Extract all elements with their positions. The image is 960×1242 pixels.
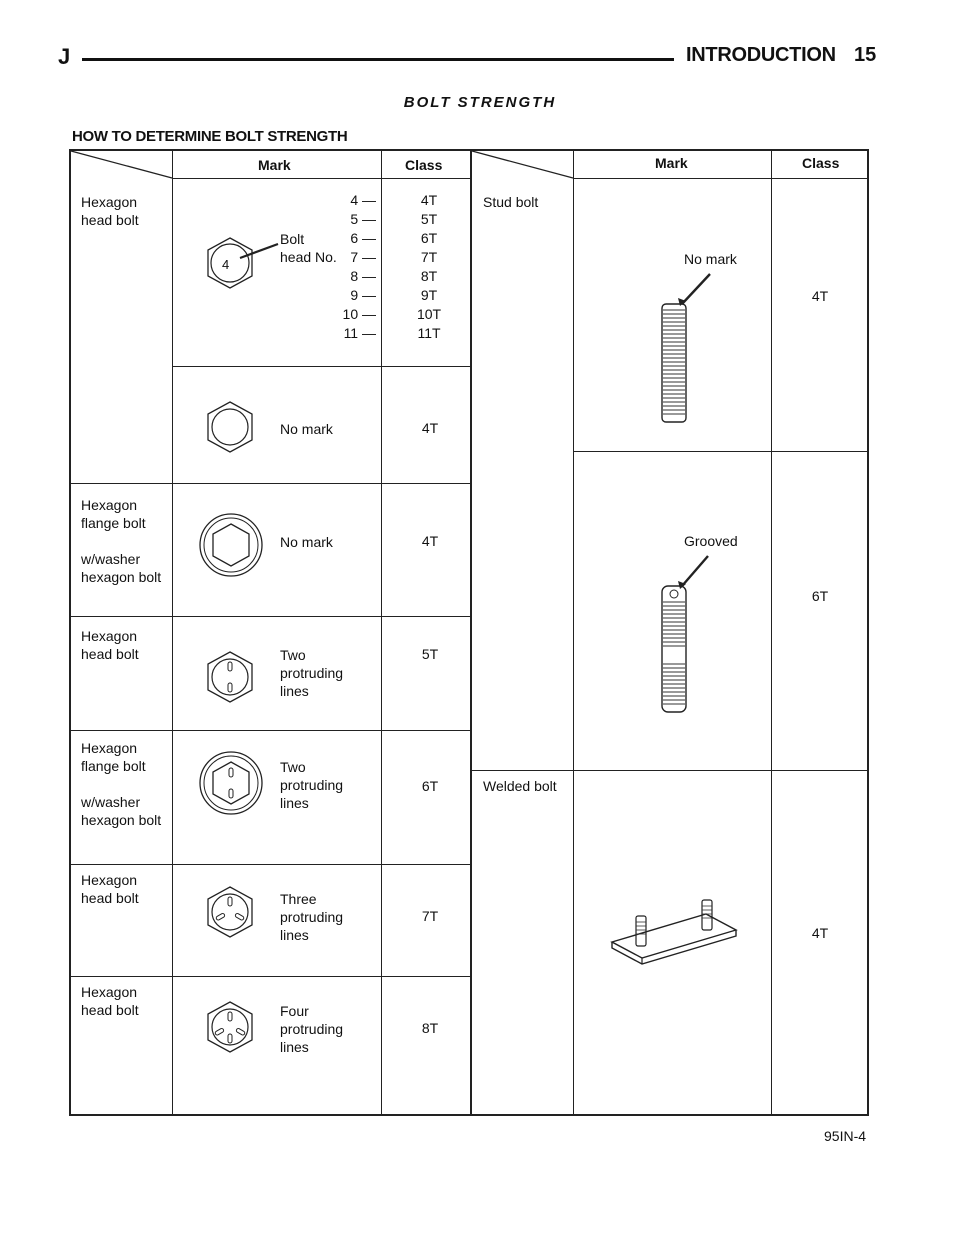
- row3-class: 4T: [421, 533, 439, 549]
- row-rule-5: [69, 864, 472, 865]
- row-rule-1: [172, 366, 472, 367]
- header-class-right: Class: [802, 155, 840, 171]
- class-value: 8T: [420, 268, 438, 284]
- class-value: 7T: [420, 249, 438, 265]
- divider-v5: [771, 149, 772, 1116]
- row-rule-3: [69, 616, 472, 617]
- row6-mark: Three protruding lines: [280, 891, 344, 943]
- figure-code: 95IN-4: [824, 1128, 867, 1144]
- class-number-list: [399, 191, 459, 343]
- head-number: 7 —: [350, 249, 376, 265]
- hex-two-lines-icon: [205, 650, 255, 706]
- row-rule-r1: [573, 451, 869, 452]
- row5-type: Hexagon flange bolt w/washer hexagon bolt: [81, 740, 162, 828]
- right-row1-class: 4T: [811, 288, 829, 304]
- row5-mark: Two protruding lines: [280, 759, 344, 811]
- table-border-right: [867, 149, 869, 1116]
- hex-three-lines-icon: [205, 885, 255, 941]
- header-rule-right: [573, 178, 869, 179]
- header-rule: [82, 58, 674, 61]
- chapter-title: INTRODUCTION: [686, 44, 836, 66]
- divider-v2: [381, 149, 382, 1116]
- welded-bolt-icon: [608, 896, 743, 966]
- stud-bolt-grooved-icon: [650, 552, 720, 722]
- hex-plain-bolt-icon: [205, 400, 255, 456]
- class-value: 5T: [420, 211, 438, 227]
- row6-class: 7T: [421, 908, 439, 924]
- right-row2-class: 6T: [811, 588, 829, 604]
- row4-class: 5T: [421, 646, 439, 662]
- row7-type: Hexagon head bolt: [81, 984, 139, 1018]
- table-border-top: [69, 149, 869, 151]
- divider-v4: [573, 149, 574, 1116]
- row7-class: 8T: [421, 1020, 439, 1036]
- row4-type: Hexagon head bolt: [81, 628, 139, 662]
- class-value: 4T: [420, 192, 438, 208]
- hex-flange-two-lines-icon: [198, 750, 264, 816]
- table-border-left: [69, 149, 71, 1116]
- right-row3-type: Welded bolt: [483, 778, 557, 794]
- row3-mark: No mark: [280, 534, 333, 550]
- bolt-head-number: 4: [222, 257, 230, 272]
- row3-type: Hexagon flange bolt w/washer hexagon bolt: [81, 497, 162, 585]
- header-mark-right: Mark: [655, 155, 688, 171]
- row2-mark: No mark: [280, 421, 333, 437]
- header-mark-left: Mark: [258, 157, 291, 173]
- right-row2-mark: Grooved: [684, 533, 738, 549]
- row2-class: 4T: [421, 420, 439, 436]
- section-title: BOLT STRENGTH: [403, 94, 557, 111]
- table-border-bottom: [69, 1114, 869, 1116]
- header-diagonal-right: [470, 149, 575, 181]
- head-number: 5 —: [350, 211, 376, 227]
- head-number: 11 —: [343, 325, 376, 341]
- head-number: 8 —: [350, 268, 376, 284]
- page-number: 15: [854, 44, 877, 66]
- row1-mark: Bolt head No.: [280, 231, 337, 265]
- row6-type: Hexagon head bolt: [81, 872, 139, 906]
- hex-four-lines-icon: [205, 1000, 255, 1056]
- head-number: 6 —: [350, 230, 376, 246]
- row-rule-6: [69, 976, 472, 977]
- hex-numbered-bolt-icon: [200, 236, 290, 296]
- row-rule-4: [69, 730, 472, 731]
- right-row3-class: 4T: [811, 925, 829, 941]
- head-number: 9 —: [350, 287, 376, 303]
- row7-mark: Four protruding lines: [280, 1003, 344, 1055]
- row4-mark: Two protruding lines: [280, 647, 344, 699]
- stud-bolt-plain-icon: [650, 270, 720, 430]
- right-row1-mark: No mark: [684, 251, 737, 267]
- head-number: 10 —: [342, 306, 376, 322]
- header-diagonal-left: [69, 149, 174, 181]
- hex-flange-plain-icon: [198, 512, 264, 578]
- divider-v3: [470, 149, 472, 1116]
- class-value: 6T: [420, 230, 438, 246]
- class-value: 11T: [417, 325, 441, 341]
- header-rule-left: [172, 178, 472, 179]
- head-number: 4 —: [350, 192, 376, 208]
- row1-type: Hexagon head bolt: [81, 194, 139, 228]
- class-value: 9T: [420, 287, 438, 303]
- class-value: 10T: [416, 306, 442, 322]
- divider-v1: [172, 149, 173, 1116]
- row-rule-r2: [472, 770, 869, 771]
- right-row1-type: Stud bolt: [483, 194, 539, 210]
- figure-title: HOW TO DETERMINE BOLT STRENGTH: [72, 128, 348, 145]
- header-class-left: Class: [405, 157, 443, 173]
- row5-class: 6T: [421, 778, 439, 794]
- row-rule-2: [69, 483, 472, 484]
- section-letter: J: [58, 44, 71, 69]
- head-number-list: [326, 191, 376, 343]
